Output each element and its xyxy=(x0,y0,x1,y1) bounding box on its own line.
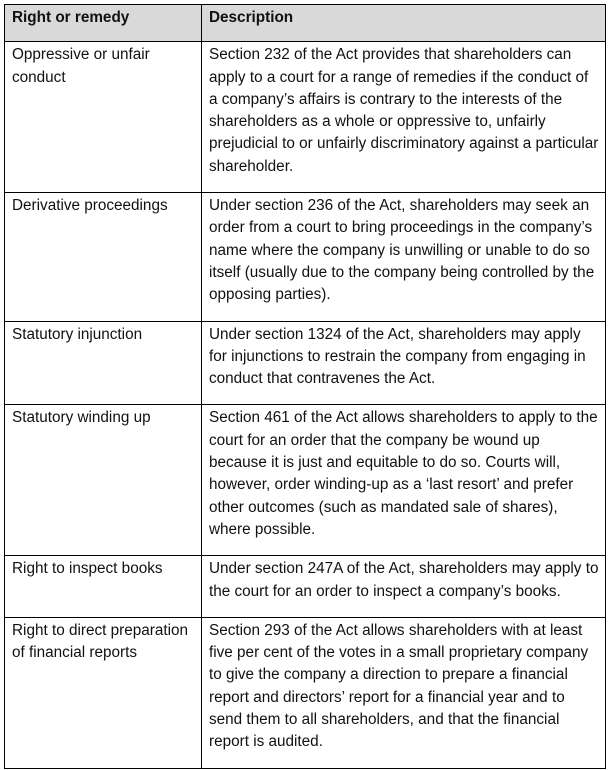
table-row xyxy=(5,405,606,556)
remedies-table xyxy=(4,4,606,769)
right-cell: Statutory winding up xyxy=(5,405,202,556)
table-row xyxy=(5,321,606,405)
description-cell: Under section 247A of the Act, shareholders may apply to the court for an order to inspect a company’s books. xyxy=(202,556,606,618)
table-header-row xyxy=(5,5,606,42)
description-cell: Section 293 of the Act allows shareholders with at least five per cent of the votes in a small proprietary company to give the company a direction to prepare a financial report and directors’ report for a financial year and to send them to all shareholders, and that the financial report is audited. xyxy=(202,617,606,768)
header-right-or-remedy: Right or remedy xyxy=(5,5,202,42)
right-cell: Statutory injunction xyxy=(5,321,202,405)
header-description: Description xyxy=(202,5,606,42)
right-cell: Derivative proceedings xyxy=(5,193,202,321)
description-cell: Section 232 of the Act provides that shareholders can apply to a court for a range of remedies if the conduct of a company’s affairs is contrary to the interests of the shareholders as a whole or oppressive to, unfairly prejudicial to or unfairly discriminatory against a particular shareholder. xyxy=(202,42,606,193)
table-row xyxy=(5,556,606,618)
table-row xyxy=(5,617,606,768)
right-cell: Right to inspect books xyxy=(5,556,202,618)
description-cell: Under section 1324 of the Act, shareholders may apply for injunctions to restrain the company from engaging in conduct that contravenes the Act. xyxy=(202,321,606,405)
table-row xyxy=(5,193,606,321)
description-cell: Section 461 of the Act allows shareholders to apply to the court for an order that the company be wound up because it is just and equitable to do so. Courts will, however, order winding-up as a ‘last resort’ and prefer other outcomes (such as mandated sale of shares), where possible. xyxy=(202,405,606,556)
right-cell: Right to direct preparation of financial reports xyxy=(5,617,202,768)
description-cell: Under section 236 of the Act, shareholders may seek an order from a court to bring proceedings in the company’s name where the company is unwilling or unable to do so itself (usually due to the company being controlled by the opposing parties). xyxy=(202,193,606,321)
table-row xyxy=(5,42,606,193)
right-cell: Oppressive or unfair conduct xyxy=(5,42,202,193)
